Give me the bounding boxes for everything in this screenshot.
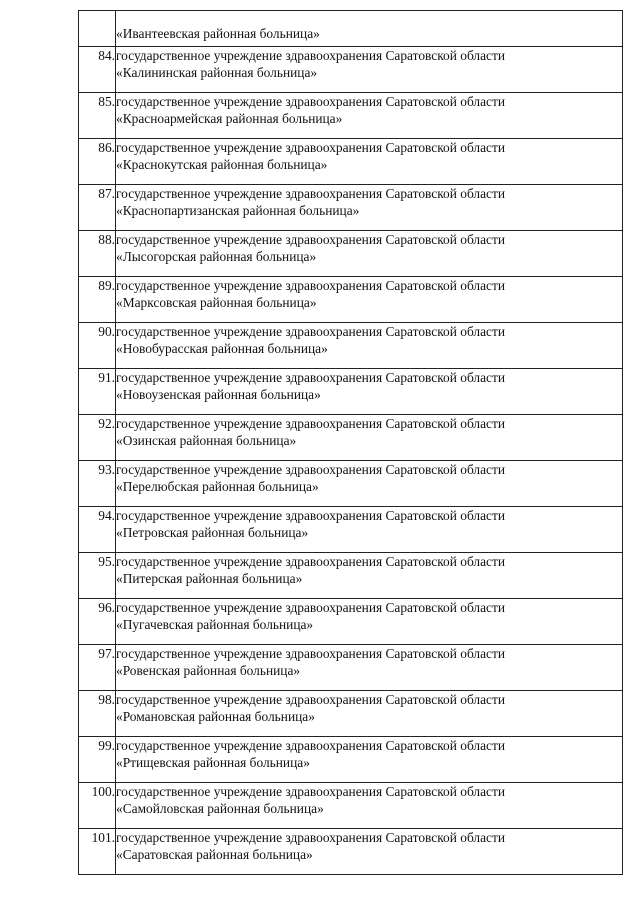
row-number-cell: 92. [79,415,116,461]
institution-type-line: государственное учреждение здравоохранения Саратовской области [116,94,506,109]
row-number-cell: 93. [79,461,116,507]
row-text-cell [116,691,623,737]
institution-name-line: «Марксовская районная больница» [116,295,317,310]
row-text-cell [116,415,623,461]
institution-name-line: «Красноармейская районная больница» [116,111,343,126]
row-number-cell: 86. [79,139,116,185]
table-row [79,415,623,461]
table-row [79,737,623,783]
institution-name-line: «Новобурасская районная больница» [116,341,328,356]
row-text-cell [116,11,623,47]
table-row [79,829,623,875]
table-row [79,277,623,323]
institution-type-line: государственное учреждение здравоохранения Саратовской области [116,784,506,799]
hospital-list-body [79,11,623,875]
row-text-cell [116,47,623,93]
row-number-cell: 97. [79,645,116,691]
institution-type-line: государственное учреждение здравоохранения Саратовской области [116,324,506,339]
institution-type-line: государственное учреждение здравоохранения Саратовской области [116,278,506,293]
institution-name-line: «Питерская районная больница» [116,571,303,586]
table-row [79,47,623,93]
row-number-cell: 90. [79,323,116,369]
institution-type-line: государственное учреждение здравоохранения Саратовской области [116,140,506,155]
hospital-list-table [78,10,623,875]
institution-name-line: «Перелюбская районная больница» [116,479,319,494]
row-text-cell [116,369,623,415]
table-row [79,185,623,231]
row-text-cell [116,507,623,553]
row-text-cell [116,783,623,829]
institution-name-line: «Ровенская районная больница» [116,663,301,678]
institution-type-line: государственное учреждение здравоохранения Саратовской области [116,554,506,569]
institution-type-line: государственное учреждение здравоохранения Саратовской области [116,508,506,523]
table-row [79,231,623,277]
institution-type-line: государственное учреждение здравоохранения Саратовской области [116,646,506,661]
row-text-cell [116,553,623,599]
institution-name-line: «Саратовская районная больница» [116,847,313,862]
institution-name-line: «Пугачевская районная больница» [116,617,314,632]
row-number-cell [79,11,116,47]
institution-type-line: государственное учреждение здравоохранения Саратовской области [116,738,506,753]
institution-name-line: «Самойловская районная больница» [116,801,324,816]
row-number-cell: 101. [79,829,116,875]
table-row [79,93,623,139]
institution-type-line: государственное учреждение здравоохранения Саратовской области [116,186,506,201]
row-text-cell [116,323,623,369]
institution-name-line: «Озинская районная больница» [116,433,297,448]
table-row [79,691,623,737]
institution-name-line: «Романовская районная больница» [116,709,315,724]
institution-name-line: «Ртищевская районная больница» [116,755,310,770]
row-text-cell [116,93,623,139]
institution-type-line: государственное учреждение здравоохранения Саратовской области [116,462,506,477]
institution-name-line: «Петровская районная больница» [116,525,309,540]
table-row [79,461,623,507]
row-text-cell [116,829,623,875]
institution-name-line: «Калининская районная больница» [116,65,318,80]
row-text-cell [116,737,623,783]
institution-type-line: государственное учреждение здравоохранения Саратовской области [116,600,506,615]
institution-type-line: государственное учреждение здравоохранения Саратовской области [116,692,506,707]
row-number-cell: 87. [79,185,116,231]
table-row [79,553,623,599]
institution-name-line: «Краснопартизанская районная больница» [116,203,360,218]
row-number-cell: 88. [79,231,116,277]
row-number-cell: 99. [79,737,116,783]
row-number-cell: 100. [79,783,116,829]
row-text-cell [116,139,623,185]
row-number-cell: 96. [79,599,116,645]
row-number-cell: 84. [79,47,116,93]
row-text-cell [116,231,623,277]
institution-type-line: государственное учреждение здравоохранения Саратовской области [116,416,506,431]
institution-type-line: государственное учреждение здравоохранения Саратовской области [116,370,506,385]
table-row [79,645,623,691]
institution-name-line: «Краснокутская районная больница» [116,157,328,172]
institution-type-line: государственное учреждение здравоохранения Саратовской области [116,48,506,63]
row-text-cell [116,277,623,323]
table-row [79,323,623,369]
row-text-cell [116,185,623,231]
table-row [79,507,623,553]
table-row [79,783,623,829]
row-text-cell [116,461,623,507]
row-number-cell: 98. [79,691,116,737]
table-row [79,369,623,415]
table-row [79,139,623,185]
row-text-cell [116,645,623,691]
row-number-cell: 94. [79,507,116,553]
institution-name-line: «Лысогорская районная больница» [116,249,317,264]
institution-name-line: «Ивантеевская районная больница» [116,26,320,41]
table-row [79,599,623,645]
institution-type-line: государственное учреждение здравоохранения Саратовской области [116,232,506,247]
row-number-cell: 89. [79,277,116,323]
institution-type-line: государственное учреждение здравоохранения Саратовской области [116,830,506,845]
row-number-cell: 95. [79,553,116,599]
row-text-cell [116,599,623,645]
institution-name-line: «Новоузенская районная больница» [116,387,321,402]
table-row-continuation [79,11,623,47]
row-number-cell: 91. [79,369,116,415]
row-number-cell: 85. [79,93,116,139]
